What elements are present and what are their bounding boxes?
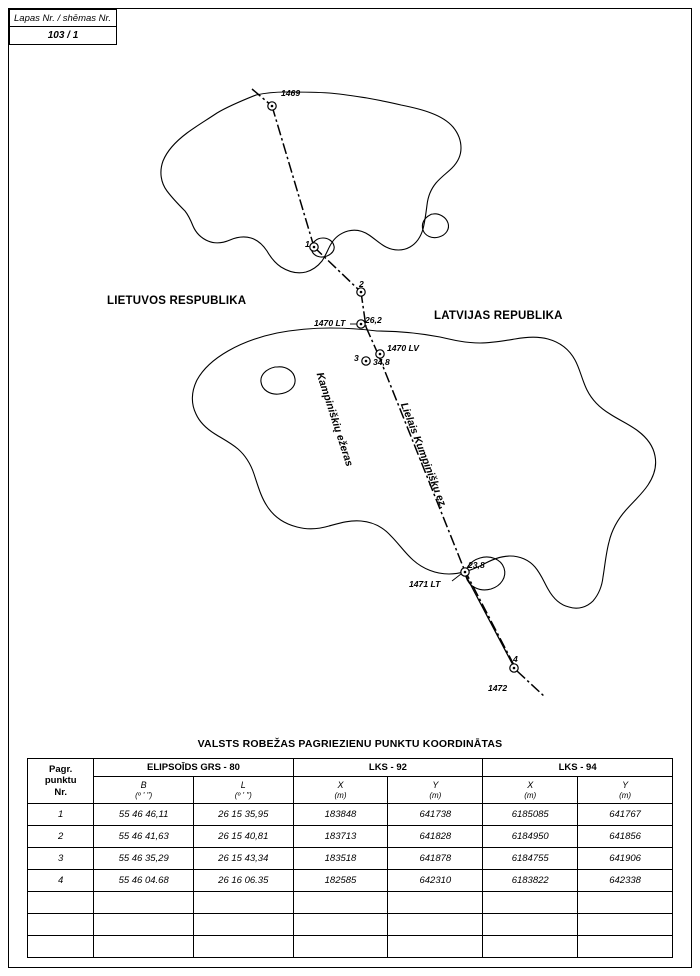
header-col-x92 xyxy=(293,777,388,804)
island-north-b xyxy=(422,214,448,238)
cell-empty xyxy=(293,892,388,914)
table-row xyxy=(28,804,673,826)
island-south-a xyxy=(261,367,295,394)
coordinates-table-title: VALSTS ROBEŽAS PAGRIEZIENU PUNKTU KOORDINĀTAS xyxy=(197,738,503,750)
cell-x92: 183713 xyxy=(293,826,388,848)
table-row xyxy=(28,826,673,848)
table-row-empty xyxy=(28,892,673,914)
cell-y94: 642338 xyxy=(578,870,673,892)
cell-l: 26 15 43,34 xyxy=(193,848,293,870)
table-row-empty xyxy=(28,914,673,936)
cell-b: 55 46 35,29 xyxy=(94,848,194,870)
sheet-number-value: 103 / 1 xyxy=(47,30,79,41)
cell-x94: 6184755 xyxy=(483,848,578,870)
header-group-lks94: LKS - 94 xyxy=(483,759,673,777)
cell-b: 55 46 41,63 xyxy=(94,826,194,848)
table-row-empty xyxy=(28,936,673,958)
cell-x94: 6185085 xyxy=(483,804,578,826)
label-dist-34-8: 34,8 xyxy=(373,357,390,367)
cell-y94: 641856 xyxy=(578,826,673,848)
cell-x94: 6184950 xyxy=(483,826,578,848)
cell-empty xyxy=(388,914,483,936)
header-col-y94 xyxy=(578,777,673,804)
label-1469: 1469 xyxy=(281,88,301,98)
cell-empty xyxy=(578,892,673,914)
cell-b: 55 46 04.68 xyxy=(94,870,194,892)
border-point-centers xyxy=(271,105,516,670)
cell-empty xyxy=(28,936,94,958)
cell-empty xyxy=(388,936,483,958)
cell-empty xyxy=(193,892,293,914)
label-1470-lt: 1470 LT xyxy=(314,318,346,328)
cell-empty xyxy=(94,914,194,936)
cell-l: 26 16 06.35 xyxy=(193,870,293,892)
sheet-number-label: Lapas Nr. / shēmas Nr. xyxy=(10,10,116,27)
leader-1471lt xyxy=(452,574,461,581)
cell-empty xyxy=(193,914,293,936)
cell-l: 26 15 40,81 xyxy=(193,826,293,848)
header-col-x92-sym: X xyxy=(337,779,344,790)
header-group-grs80: ELIPSOĪDS GRS - 80 xyxy=(94,759,293,777)
cell-x92: 183518 xyxy=(293,848,388,870)
header-col-l-unit: (º ' ") xyxy=(234,791,252,800)
header-point-nr-l1: Pagr. xyxy=(49,763,73,775)
border-point-markers xyxy=(268,102,518,672)
header-col-b-sym: B xyxy=(140,779,147,790)
coordinates-table xyxy=(27,758,673,958)
cell-empty xyxy=(94,936,194,958)
border-segment-solid xyxy=(465,574,514,667)
cell-empty xyxy=(94,892,194,914)
label-dist-23-8: 23,8 xyxy=(468,560,485,570)
label-1471-lt: 1471 LT xyxy=(409,579,441,589)
header-col-b xyxy=(94,777,194,804)
table-header-group-row xyxy=(28,759,673,777)
cell-x92: 182585 xyxy=(293,870,388,892)
cell-empty xyxy=(193,936,293,958)
label-1470-lv: 1470 LV xyxy=(387,343,420,353)
table-row xyxy=(28,848,673,870)
cell-b: 55 46 46,11 xyxy=(94,804,194,826)
header-col-l xyxy=(193,777,293,804)
label-point-1: 1 xyxy=(305,239,310,249)
map-canvas xyxy=(9,9,691,729)
cell-x94: 6183822 xyxy=(483,870,578,892)
cell-empty xyxy=(293,914,388,936)
cell-empty xyxy=(578,914,673,936)
cell-empty xyxy=(28,914,94,936)
cell-y92: 642310 xyxy=(388,870,483,892)
label-point-3: 3 xyxy=(354,353,359,363)
header-col-y92 xyxy=(388,777,483,804)
sheet-number-box xyxy=(9,9,117,45)
header-col-l-sym: L xyxy=(240,779,246,790)
header-point-nr xyxy=(28,759,94,804)
cell-x92: 183848 xyxy=(293,804,388,826)
header-col-x94-unit: (m) xyxy=(524,791,537,800)
cell-l: 26 15 35,95 xyxy=(193,804,293,826)
cell-y92: 641828 xyxy=(388,826,483,848)
header-col-x92-unit: (m) xyxy=(334,791,347,800)
header-col-x94-sym: X xyxy=(527,779,534,790)
country-label-lithuania: LIETUVOS RESPUBLIKA xyxy=(107,295,247,307)
cell-empty xyxy=(578,936,673,958)
lake-label-kampiniskiu: Kampiniškių ežeras xyxy=(313,371,356,468)
state-border-line xyxy=(252,89,545,697)
cell-empty xyxy=(28,892,94,914)
header-col-y92-sym: Y xyxy=(432,779,439,790)
header-group-lks92: LKS - 92 xyxy=(293,759,483,777)
cell-empty xyxy=(483,936,578,958)
cell-nr: 2 xyxy=(28,826,94,848)
header-col-y92-unit: (m) xyxy=(429,791,442,800)
label-1472: 1472 xyxy=(488,683,508,693)
country-label-latvia: LATVIJAS REPUBLIKA xyxy=(434,310,563,322)
header-col-y94-sym: Y xyxy=(622,779,629,790)
cell-empty xyxy=(293,936,388,958)
table-header-sub-row xyxy=(28,777,673,804)
header-point-nr-l3: Nr. xyxy=(54,786,68,798)
cell-y92: 641878 xyxy=(388,848,483,870)
header-col-b-unit: (º ' ") xyxy=(135,791,153,800)
header-col-x94 xyxy=(483,777,578,804)
label-dist-26-2: 26,2 xyxy=(365,315,382,325)
cell-nr: 3 xyxy=(28,848,94,870)
cell-y94: 641906 xyxy=(578,848,673,870)
cell-empty xyxy=(483,892,578,914)
cell-nr: 4 xyxy=(28,870,94,892)
cell-nr: 1 xyxy=(28,804,94,826)
cell-empty xyxy=(483,914,578,936)
label-point-2: 2 xyxy=(359,279,364,289)
table-row xyxy=(28,870,673,892)
header-point-nr-l2: punktu xyxy=(44,775,77,787)
label-point-4: 4 xyxy=(513,654,518,664)
cell-y92: 641738 xyxy=(388,804,483,826)
cell-y94: 641767 xyxy=(578,804,673,826)
cell-empty xyxy=(388,892,483,914)
lake-label-lielais-kumpinisku: Lielais Kumpinišķu ez. xyxy=(397,401,450,511)
header-col-y94-unit: (m) xyxy=(619,791,632,800)
